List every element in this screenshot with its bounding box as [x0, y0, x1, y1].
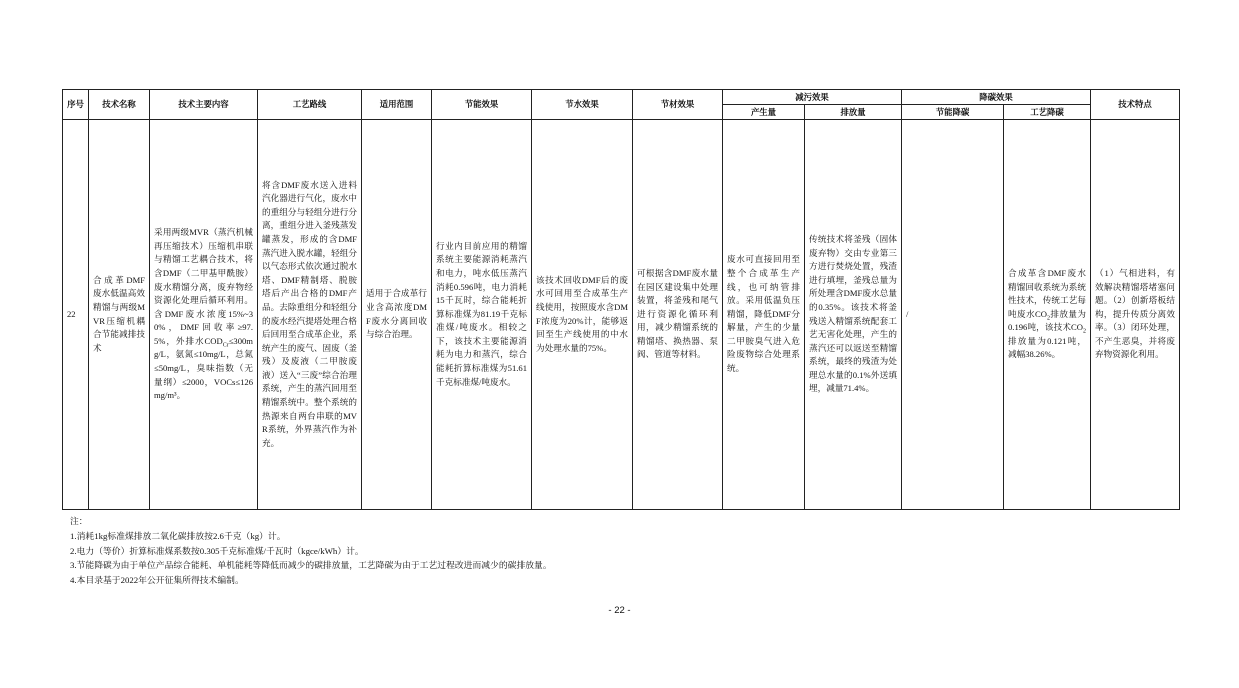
- cell-process-carbon: [1004, 120, 1091, 510]
- header-features: 技术特点: [1091, 90, 1180, 120]
- note-item: 1.消耗1kg标准煤排放二氧化碳排放按2.6千克（kg）计。: [70, 530, 286, 541]
- cell-tech-name: 合成革DMF废水低温高效精馏与两级MVR压缩机耦合节能减排技术: [89, 120, 150, 510]
- header-process-route: 工艺路线: [258, 90, 362, 120]
- page-number: - 22 -: [608, 605, 631, 616]
- co2-subscript-1: 2: [1046, 315, 1050, 322]
- cod-subscript: Cr: [222, 342, 229, 349]
- cod-label: COD: [204, 335, 223, 346]
- cell-main-content: [150, 120, 258, 510]
- process-carbon-text-a: 合成革含DMF废水精馏回收系统为系统性技术，传统工艺每吨废水CO: [1008, 267, 1086, 319]
- header-scope: 适用范围: [362, 90, 432, 120]
- table-row: [63, 120, 1180, 510]
- cell-material-saving: 可根据含DMF废水量在园区建设集中处理装置，将釜残和尾气进行资源化循环利用，减少精馏系统的精馏塔、换热器、泵阀、管道等材料。: [633, 120, 723, 510]
- header-main-content: 技术主要内容: [150, 90, 258, 120]
- header-carbon-reduction: 降碳效果: [902, 90, 1091, 105]
- header-water-saving: 节水效果: [532, 90, 633, 120]
- main-content-text: 采用两级MVR（蒸汽机械再压缩技术）压缩机串联与精馏工艺耦合技术，将含DMF（二甲基甲酰胺）废水精馏分离，废弃物经资源化处理后循环利用。含DMF废水浓度15%~30%，DMF回收率≥97.5%，外排水: [154, 227, 253, 346]
- cell-seq: 22: [63, 120, 89, 510]
- cell-energy-carbon: /: [902, 120, 1004, 510]
- main-content-tail: ≤300mg/L，氨氮≤10mg/L，总氮≤50mg/L，臭味指数（无量纲）≤2000，VOCs≤126 mg/m³。: [154, 335, 253, 401]
- cell-generation: 废水可直接回用至整个合成革生产线，也可纳管排放。采用低温负压精馏，降低DMF分解量，产生的少量二甲胺臭气进入危险废物综合处理系统。: [723, 120, 805, 510]
- cell-water-saving: 该技术回收DMF后的废水可回用至合成革生产线使用，按照废水含DMF浓度为20%计，能够返回至生产线使用的中水为处理水量的75%。: [532, 120, 633, 510]
- header-process-carbon: 工艺降碳: [1004, 105, 1091, 120]
- header-generation: 产生量: [723, 105, 805, 120]
- cell-scope: 适用于合成革行业含高浓度DMF废水分离回收与综合治理。: [362, 120, 432, 510]
- cell-emission: 传统技术将釜残（固体废弃物）交由专业第三方进行焚烧处置，残渣进行填埋，釜残总量为所处理含DMF废水总量的0.35%。该技术将釜残送入精馏系统配套工艺无害化处理，产生的蒸汽还可以返送至精馏系统，最终的残渣为处理总水量的0.1%外送填埋，减量71.4%。: [805, 120, 902, 510]
- header-material-saving: 节材效果: [633, 90, 723, 120]
- cell-features: （1）气相进料，有效解决精馏塔堵塞问题。（2）创新塔板结构，提升传质分离效率。（3）闭环处理，不产生恶臭，并将废弃物资源化利用。: [1091, 120, 1180, 510]
- header-energy-saving: 节能效果: [432, 90, 532, 120]
- co2-subscript-2: 2: [1083, 329, 1086, 336]
- notes-section: [70, 514, 1170, 588]
- cell-process-route: 将含DMF废水送入进料汽化器进行气化，废水中的重组分与轻组分进行分离，重组分进入釜残蒸发罐蒸发，形成的含DMF蒸汽进入脱水罐，轻组分以气态形式依次通过脱水塔、DMF精制塔、脱胺塔后产出合格的DMF产品。去除重组分和轻组分的废水经汽提塔处理合格后回用至合成革企业，系统产生的废气、固废（釜残）及废液（二甲胺废液）送入“三废”综合治理系统，产生的蒸汽回用至精馏系统中。整个系统的热源来自两台串联的MVR系统，外界蒸汽作为补充。: [258, 120, 362, 510]
- header-tech-name: 技术名称: [89, 90, 150, 120]
- process-carbon-text-b: 排放量为0.196吨，该技术CO: [1008, 308, 1086, 333]
- note-item: 4.本目录基于2022年公开征集所得技术编制。: [70, 575, 244, 586]
- header-seq: 序号: [63, 90, 89, 120]
- note-item: 3.节能降碳为由于单位产品综合能耗、单机能耗等降低而减少的碳排放量，工艺降碳为由于工艺过程改进而减少的碳排放量。: [70, 560, 552, 571]
- cell-energy-saving: 行业内目前应用的精馏系统主要能源消耗蒸汽和电力，吨水低压蒸汽消耗0.596吨，电力消耗15千瓦时，综合能耗折算标准煤为81.19千克标准煤/吨废水。相较之下，该技术主要能源消耗为电力和蒸汽，综合能耗折算标准煤为51.61千克标准煤/吨废水。: [432, 120, 532, 510]
- note-item: 2.电力（等价）折算标准煤系数按0.305千克标准煤/千瓦时（kgce/kWh）计。: [70, 545, 364, 556]
- note-heading: 注：: [70, 516, 88, 526]
- header-emission: 排放量: [805, 105, 902, 120]
- header-pollution-reduction: 减污效果: [723, 90, 902, 105]
- process-carbon-text-c: 排放量为0.121吨，减幅38.26%。: [1008, 335, 1086, 360]
- header-energy-carbon: 节能降碳: [902, 105, 1004, 120]
- technology-table: [62, 89, 1180, 510]
